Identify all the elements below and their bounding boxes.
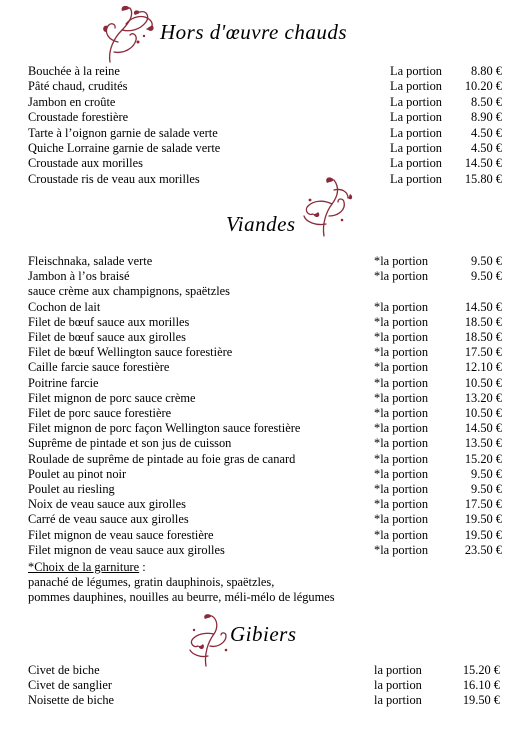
- menu-item-price: 15.80 €: [464, 171, 502, 186]
- menu-item-name: Croustade aux morilles: [28, 156, 143, 171]
- menu-item-name: Bouchée à la reine: [28, 64, 120, 78]
- menu-item-price: 12.10 €: [464, 360, 502, 375]
- menu-item-unit: *la portion: [374, 314, 429, 329]
- menu-item-name: Pâté chaud, crudités: [28, 79, 128, 94]
- section-title-hors-doeuvre: Hors d'œuvre chauds: [160, 20, 348, 44]
- menu-item-unit: *la portion: [374, 360, 429, 375]
- menu-item-price: 9.50 €: [471, 482, 502, 496]
- menu-item-price: 13.20 €: [464, 390, 502, 405]
- menu-item-unit: *la portion: [374, 451, 429, 466]
- menu-item-price: 8.90 €: [471, 110, 502, 125]
- menu-item-name: Jambon à l’os braisé: [28, 269, 130, 284]
- menu-item-unit: La portion: [390, 79, 442, 94]
- garniture-options-line2: pommes dauphines, nouilles au beurre, méli-mélo de légumes: [28, 590, 335, 604]
- garniture-label: [28, 560, 146, 575]
- menu-item-name: Fleischnaka, salade verte: [28, 254, 153, 268]
- menu-item-name: Poulet au riesling: [28, 482, 115, 496]
- menu-item-price: 9.50 €: [471, 466, 502, 481]
- menu-item-name: Croustade forestière: [28, 110, 129, 125]
- menu-item-unit: *la portion: [374, 330, 429, 344]
- menu-item-name: Filet de bœuf sauce aux morilles: [28, 314, 190, 329]
- menu-item-name: Filet de bœuf sauce aux girolles: [28, 330, 186, 344]
- section-title-gibiers: Gibiers: [230, 622, 297, 646]
- menu-item-unit: la portion: [374, 693, 422, 707]
- garniture-options-line1: panaché de légumes, gratin dauphinois, spaëtzles,: [28, 575, 275, 589]
- menu-item-name: Jambon en croûte: [28, 94, 116, 109]
- menu-item-unit: *la portion: [374, 542, 429, 557]
- menu-item-unit: *la portion: [374, 466, 429, 481]
- menu-item-name: Filet de bœuf Wellington sauce forestière: [28, 345, 233, 360]
- menu-item-name: Filet de porc sauce forestière: [28, 406, 172, 420]
- menu-item-unit: *la portion: [374, 527, 429, 542]
- menu-item-name: Filet mignon de veau sauce forestière: [28, 527, 214, 542]
- menu-item-price: 14.50 €: [464, 299, 502, 314]
- menu-item-price: 10.20 €: [464, 79, 502, 94]
- menu-item-price: 4.50 €: [471, 125, 502, 140]
- menu-item-unit: *la portion: [374, 269, 429, 284]
- menu-item-price: 10.50 €: [464, 375, 502, 390]
- menu-item-name: Filet mignon de porc sauce crème: [28, 390, 196, 405]
- menu-item-unit: La portion: [390, 125, 442, 140]
- menu-item-unit: *la portion: [374, 390, 429, 405]
- menu-item-name: Filet mignon de porc façon Wellington sauce forestière: [28, 421, 301, 436]
- garniture-title: *Choix de la garniture: [28, 560, 140, 574]
- menu-item-price: 14.50 €: [464, 421, 502, 436]
- menu-item-name: Cochon de lait: [28, 299, 101, 314]
- menu-item-name: Croustade ris de veau aux morilles: [28, 171, 200, 186]
- menu-item-price: 15.20 €: [462, 663, 500, 677]
- menu-item-unit: La portion: [390, 156, 442, 171]
- menu-item-name: Filet mignon de veau sauce aux girolles: [28, 542, 225, 557]
- menu-item-name: Roulade de suprême de pintade au foie gras de canard: [28, 451, 296, 466]
- flourish-ornament-icon: [100, 2, 160, 64]
- menu-item-unit: *la portion: [374, 345, 429, 360]
- flourish-ornament-icon: [296, 174, 354, 238]
- garniture-colon: :: [139, 560, 146, 574]
- menu-item-unit: *la portion: [374, 512, 429, 527]
- menu-item-unit: La portion: [390, 110, 442, 125]
- menu-item-price: 4.50 €: [471, 141, 502, 155]
- menu-item-price: 17.50 €: [464, 345, 502, 360]
- menu-item-price: 18.50 €: [464, 314, 502, 329]
- flourish-ornament-icon: [186, 610, 234, 668]
- menu-item-unit: *la portion: [374, 406, 429, 420]
- menu-item-name: Caille farcie sauce forestière: [28, 360, 170, 375]
- menu-item-name: Poitrine farcie: [28, 375, 99, 390]
- menu-item-unit: La portion: [390, 64, 442, 78]
- menu-item-price: 17.50 €: [464, 497, 502, 512]
- menu-item-price: 19.50 €: [462, 693, 500, 707]
- menu-item-unit: La portion: [390, 94, 442, 109]
- menu-item-price: 19.50 €: [464, 527, 502, 542]
- menu-item-unit: *la portion: [374, 482, 429, 496]
- menu-item-unit: La portion: [390, 171, 442, 186]
- menu-item-price: 10.50 €: [464, 406, 502, 420]
- menu-item-price: 16.10 €: [462, 678, 500, 692]
- menu-item-price: 15.20 €: [464, 451, 502, 466]
- menu-item-name: Suprême de pintade et son jus de cuisson: [28, 436, 232, 451]
- menu-item-name: Civet de biche: [28, 663, 100, 677]
- menu-item-name: Civet de sanglier: [28, 678, 112, 692]
- menu-item-unit: *la portion: [374, 421, 429, 436]
- menu-item-unit: La portion: [390, 141, 442, 155]
- menu-item-price: 9.50 €: [471, 254, 502, 268]
- menu-item-price: 8.50 €: [471, 94, 502, 109]
- menu-item-unit: *la portion: [374, 299, 429, 314]
- menu-item-unit: *la portion: [374, 254, 429, 268]
- menu-item-name: Poulet au pinot noir: [28, 466, 127, 481]
- menu-item-price: 19.50 €: [464, 512, 502, 527]
- menu-item-price: 18.50 €: [464, 330, 502, 344]
- menu-item-name: sauce crème aux champignons, spaëtzles: [28, 284, 230, 299]
- section-title-viandes: Viandes: [226, 212, 296, 236]
- menu-item-name: Noisette de biche: [28, 693, 115, 707]
- menu-item-name: Noix de veau sauce aux girolles: [28, 497, 186, 512]
- menu-item-name: Carré de veau sauce aux girolles: [28, 512, 189, 527]
- menu-item-price: 13.50 €: [464, 436, 502, 451]
- menu-item-unit: la portion: [374, 663, 422, 677]
- menu-item-name: Tarte à l’oignon garnie de salade verte: [28, 125, 218, 140]
- menu-item-price: 23.50 €: [464, 542, 502, 557]
- menu-item-unit: *la portion: [374, 375, 429, 390]
- menu-item-price: 9.50 €: [471, 269, 502, 284]
- menu-item-name: Quiche Lorraine garnie de salade verte: [28, 141, 221, 155]
- menu-item-unit: la portion: [374, 678, 422, 692]
- menu-item-price: 14.50 €: [464, 156, 502, 171]
- menu-item-unit: *la portion: [374, 436, 429, 451]
- menu-item-unit: *la portion: [374, 497, 429, 512]
- menu-item-price: 8.80 €: [471, 64, 502, 78]
